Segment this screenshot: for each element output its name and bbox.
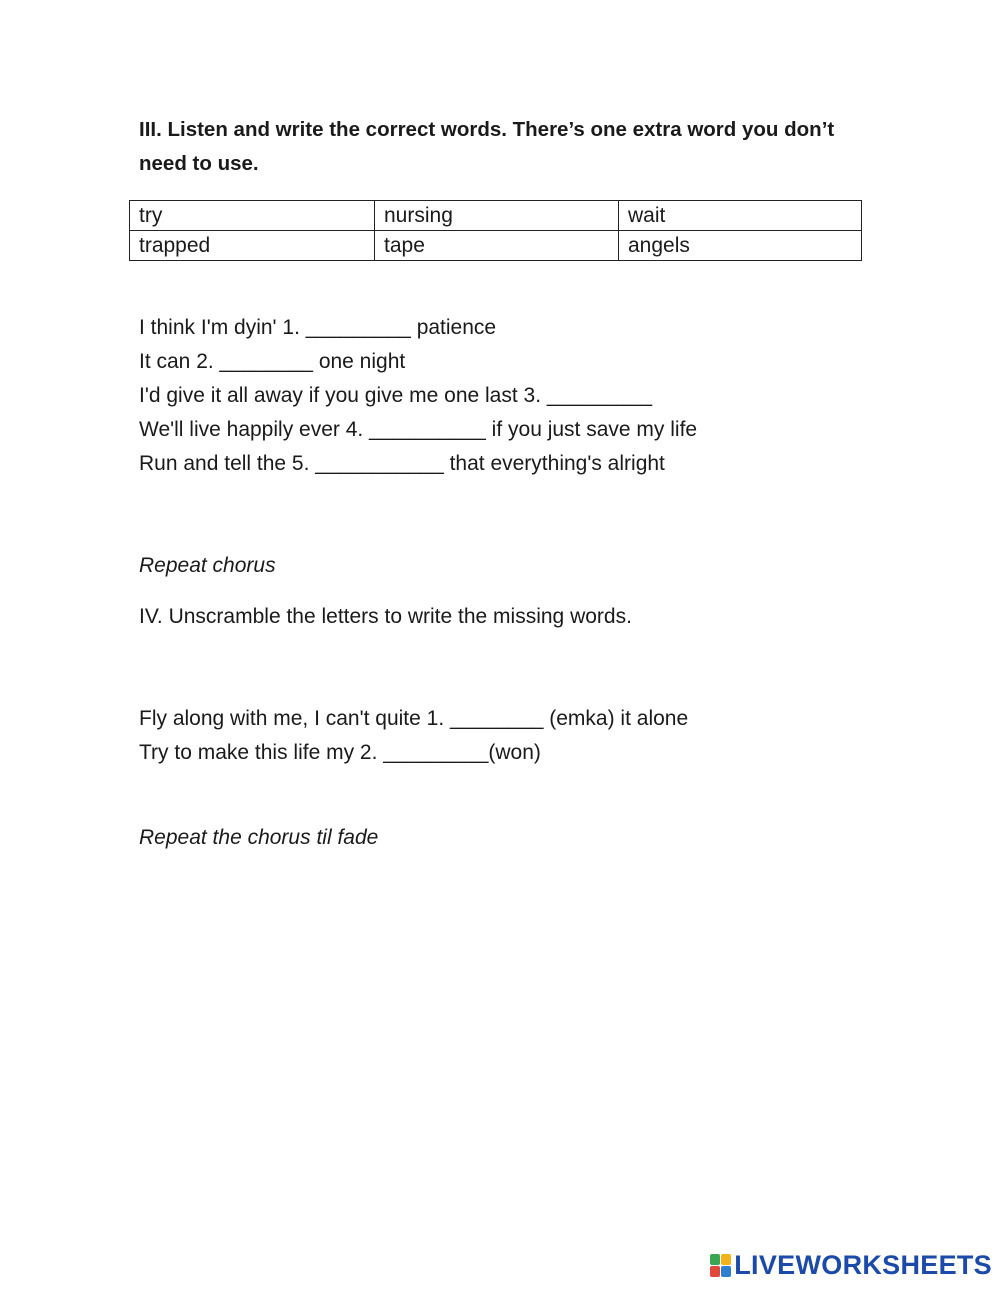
repeat-chorus-note: Repeat chorus bbox=[139, 554, 276, 577]
logo-tile bbox=[710, 1254, 720, 1265]
word-bank-table bbox=[129, 200, 862, 261]
word-bank-row bbox=[130, 231, 862, 261]
section-4-lyrics bbox=[139, 702, 688, 770]
section-3-lyrics bbox=[139, 311, 697, 481]
logo-tile bbox=[710, 1266, 720, 1277]
word-bank-cell: try bbox=[130, 201, 375, 231]
logo-tiles-icon bbox=[710, 1254, 731, 1277]
lyric-line-1: I think I'm dyin' 1. _________ patience bbox=[139, 316, 497, 339]
logo-tile bbox=[721, 1266, 731, 1277]
word-bank-row bbox=[130, 201, 862, 231]
word-bank-cell: nursing bbox=[375, 201, 619, 231]
liveworksheets-logo bbox=[710, 1251, 992, 1279]
lyric-line-3: I'd give it all away if you give me one last 3. _________ bbox=[139, 384, 652, 407]
lyric-line-2: It can 2. ________ one night bbox=[139, 350, 406, 373]
word-bank-cell: wait bbox=[619, 201, 862, 231]
word-bank-cell: tape bbox=[375, 231, 619, 261]
word-bank-cell: trapped bbox=[130, 231, 375, 261]
logo-tile bbox=[721, 1254, 731, 1265]
repeat-chorus-fade-note: Repeat the chorus til fade bbox=[139, 826, 379, 849]
logo-text: LIVEWORKSHEETS bbox=[734, 1250, 992, 1280]
section-4-heading: IV. Unscramble the letters to write the missing words. bbox=[139, 605, 632, 628]
section-3-heading: III. Listen and write the correct words. There’s one extra word you don’t need to use. bbox=[139, 118, 835, 175]
word-bank-cell: angels bbox=[619, 231, 862, 261]
lyric-line-5: Run and tell the 5. ___________ that everything's alright bbox=[139, 452, 665, 475]
lyric-line-4: We'll live happily ever 4. __________ if you just save my life bbox=[139, 418, 698, 441]
unscramble-line-2: Try to make this life my 2. _________(won) bbox=[139, 741, 541, 764]
unscramble-line-1: Fly along with me, I can't quite 1. ________ (emka) it alone bbox=[139, 707, 689, 730]
